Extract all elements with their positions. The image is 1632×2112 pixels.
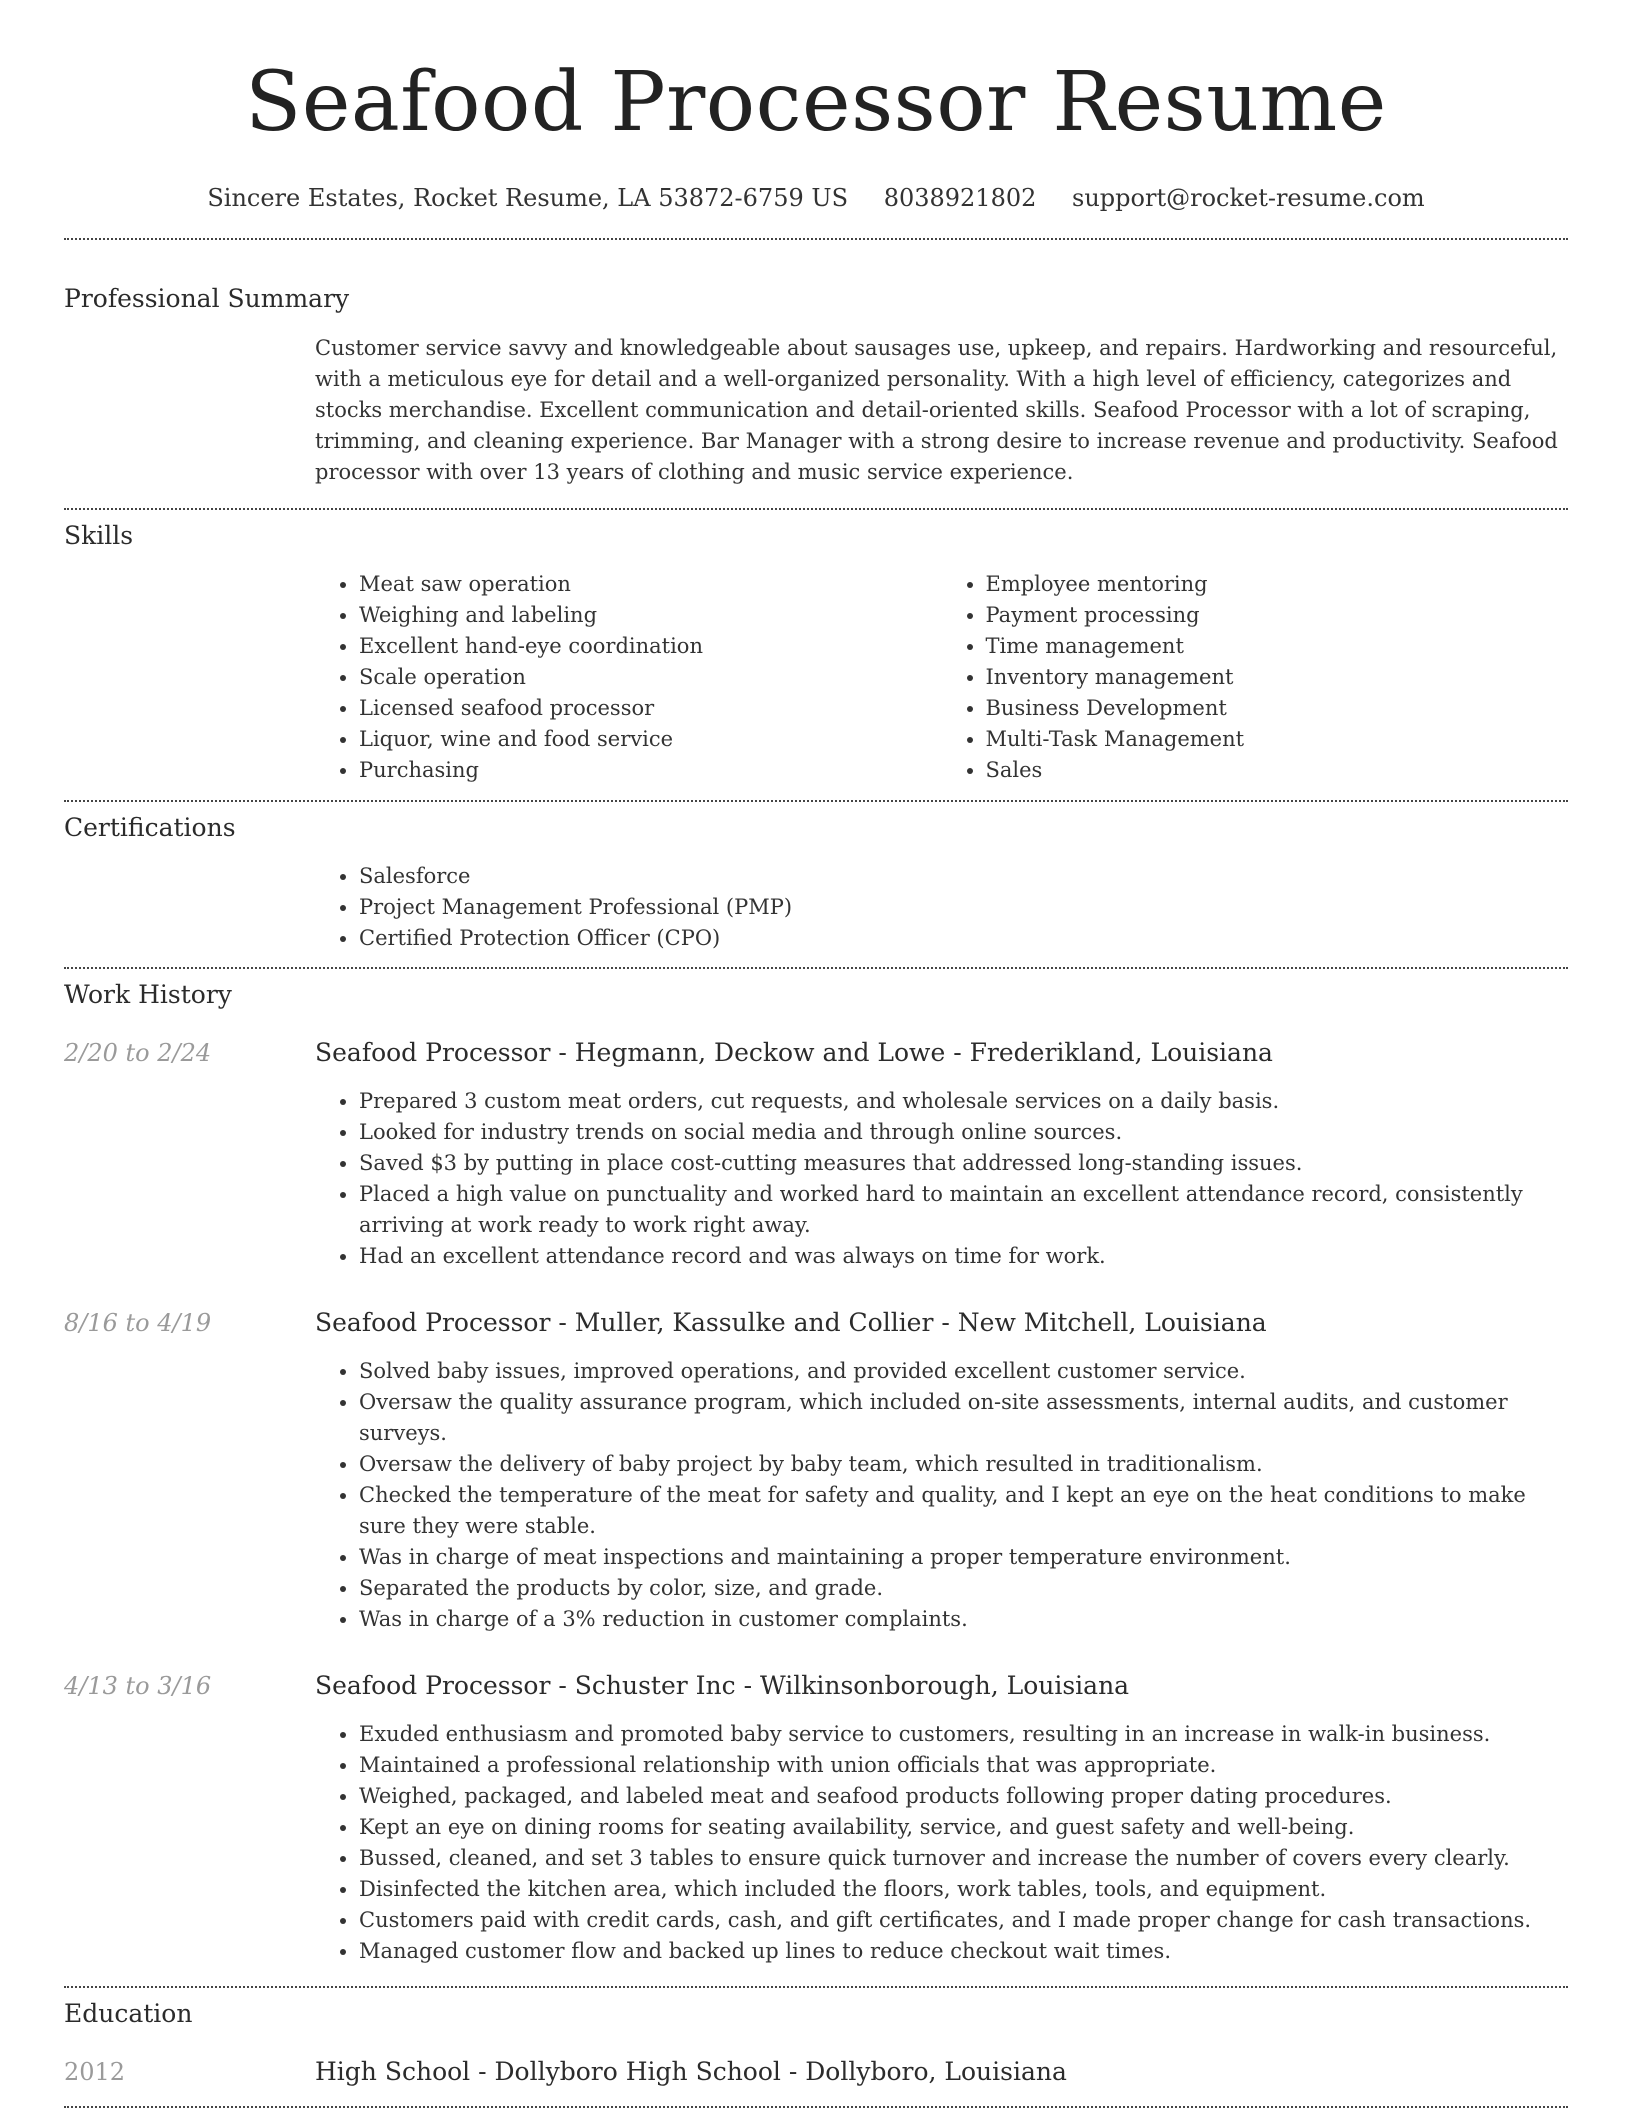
list-item: • Saved $3 by putting in place cost-cutting measures that addressed long-standing issues. xyxy=(359,1148,1568,1179)
education-entry xyxy=(64,2056,1568,2088)
list-item: • Maintained a professional relationship with union officials that was appropriate. xyxy=(359,1750,1568,1781)
contact-phone: 8038921802 xyxy=(883,184,1037,212)
job-bullets xyxy=(315,1086,1568,1272)
section-divider xyxy=(64,1986,1568,1988)
list-item: • Customers paid with credit cards, cash, and gift certificates, and I made proper change for cash transactions. xyxy=(359,1905,1568,1936)
work-history-section xyxy=(64,979,1568,1967)
job-bullets xyxy=(315,1356,1568,1635)
certifications-section xyxy=(64,812,1568,954)
list-item: • Prepared 3 custom meat orders, cut requests, and wholesale services on a daily basis. xyxy=(359,1086,1568,1117)
education-heading: Education xyxy=(64,1999,193,2028)
skills-section xyxy=(64,520,1568,786)
list-item: • Weighed, packaged, and labeled meat and seafood products following proper dating procedures. xyxy=(359,1781,1568,1812)
job-title: Seafood Processor - Muller, Kassulke and Collier - New Mitchell, Louisiana xyxy=(315,1308,1267,1337)
list-item: • Payment processing xyxy=(986,600,1569,631)
resume-page xyxy=(64,0,1568,2108)
list-item: • Disinfected the kitchen area, which included the floors, work tables, tools, and equipment. xyxy=(359,1874,1568,1905)
list-item: • Was in charge of meat inspections and maintaining a proper temperature environment. xyxy=(359,1542,1568,1573)
list-item: • Scale operation xyxy=(359,662,942,693)
list-item: • Liquor, wine and food service xyxy=(359,724,942,755)
list-item: • Salesforce xyxy=(359,861,1568,892)
section-divider xyxy=(64,508,1568,510)
list-item: • Bussed, cleaned, and set 3 tables to ensure quick turnover and increase the number of covers every clearly. xyxy=(359,1843,1568,1874)
list-item: • Project Management Professional (PMP) xyxy=(359,892,1568,923)
skills-heading: Skills xyxy=(64,521,134,550)
list-item: • Inventory management xyxy=(986,662,1569,693)
list-item: • Weighing and labeling xyxy=(359,600,942,631)
list-item: • Looked for industry trends on social media and through online sources. xyxy=(359,1117,1568,1148)
list-item: • Excellent hand-eye coordination xyxy=(359,631,942,662)
skills-left-column xyxy=(315,569,942,786)
job-date: 8/16 to 4/19 xyxy=(64,1309,212,1337)
list-item: • Purchasing xyxy=(359,755,942,786)
list-item: • Managed customer flow and backed up lines to reduce checkout wait times. xyxy=(359,1936,1568,1967)
contact-email: support@rocket-resume.com xyxy=(1072,184,1425,212)
list-item: • Certified Protection Officer (CPO) xyxy=(359,923,1568,954)
list-item: • Employee mentoring xyxy=(986,569,1569,600)
education-section xyxy=(64,1998,1568,2088)
list-item: • Placed a high value on punctuality and worked hard to maintain an excellent attendance record, consistently arriving at work ready to work right away. xyxy=(359,1179,1568,1241)
list-item: • Licensed seafood processor xyxy=(359,693,942,724)
job-title: Seafood Processor - Schuster Inc - Wilkinsonborough, Louisiana xyxy=(315,1671,1130,1700)
summary-text: Customer service savvy and knowledgeable about sausages use, upkeep, and repairs. Hardworking and resourceful, with a meticulous eye for detail and a well-organized personality. With a high level of efficiency, categorizes and stocks merchandise. Excellent communication and detail-oriented skills. Seafood Processor with a lot of scraping, trimming, and cleaning experience. Bar Manager with a strong desire to increase revenue and productivity. Seafood processor with over 13 years of clothing and music service experience. xyxy=(315,336,1558,484)
job-bullets xyxy=(315,1719,1568,1967)
list-item: • Kept an eye on dining rooms for seating availability, service, and guest safety and well-being. xyxy=(359,1812,1568,1843)
skills-list xyxy=(315,569,1568,786)
job-title: Seafood Processor - Hegmann, Deckow and Lowe - Frederikland, Louisiana xyxy=(315,1038,1273,1067)
list-item: • Exuded enthusiasm and promoted baby service to customers, resulting in an increase in walk-in business. xyxy=(359,1719,1568,1750)
list-item: • Meat saw operation xyxy=(359,569,942,600)
job-entry xyxy=(64,1670,1568,1967)
list-item: • Had an excellent attendance record and was always on time for work. xyxy=(359,1241,1568,1272)
summary-heading: Professional Summary xyxy=(64,284,350,313)
list-item: • Was in charge of a 3% reduction in customer complaints. xyxy=(359,1604,1568,1635)
section-divider xyxy=(64,2106,1568,2108)
list-item: • Oversaw the quality assurance program, which included on-site assessments, internal audits, and customer surveys. xyxy=(359,1387,1568,1449)
job-date: 2/20 to 2/24 xyxy=(64,1039,212,1067)
section-divider xyxy=(64,800,1568,802)
list-item: • Separated the products by color, size, and grade. xyxy=(359,1573,1568,1604)
list-item: • Checked the temperature of the meat for safety and quality, and I kept an eye on the heat conditions to make sure they were stable. xyxy=(359,1480,1568,1542)
list-item: • Solved baby issues, improved operations, and provided excellent customer service. xyxy=(359,1356,1568,1387)
summary-section xyxy=(64,283,1568,488)
resume-title: Seafood Processor Resume xyxy=(245,55,1387,150)
contact-line xyxy=(64,184,1568,212)
section-divider xyxy=(64,967,1568,969)
list-item: • Sales xyxy=(986,755,1569,786)
certifications-list xyxy=(315,861,1568,954)
certifications-heading: Certifications xyxy=(64,813,236,842)
education-title: High School - Dollyboro High School - Dollyboro, Louisiana xyxy=(315,2057,1067,2086)
list-item: • Time management xyxy=(986,631,1569,662)
contact-address: Sincere Estates, Rocket Resume, LA 53872-6759 US xyxy=(207,184,849,212)
list-item: • Oversaw the delivery of baby project by baby team, which resulted in traditionalism. xyxy=(359,1449,1568,1480)
job-date: 4/13 to 3/16 xyxy=(64,1672,212,1700)
list-item: • Business Development xyxy=(986,693,1569,724)
job-entry xyxy=(64,1307,1568,1635)
work-history-heading: Work History xyxy=(64,980,232,1009)
job-entry xyxy=(64,1037,1568,1272)
education-date: 2012 xyxy=(64,2058,126,2086)
section-divider xyxy=(64,238,1568,240)
list-item: • Multi-Task Management xyxy=(986,724,1569,755)
skills-right-column xyxy=(942,569,1569,786)
